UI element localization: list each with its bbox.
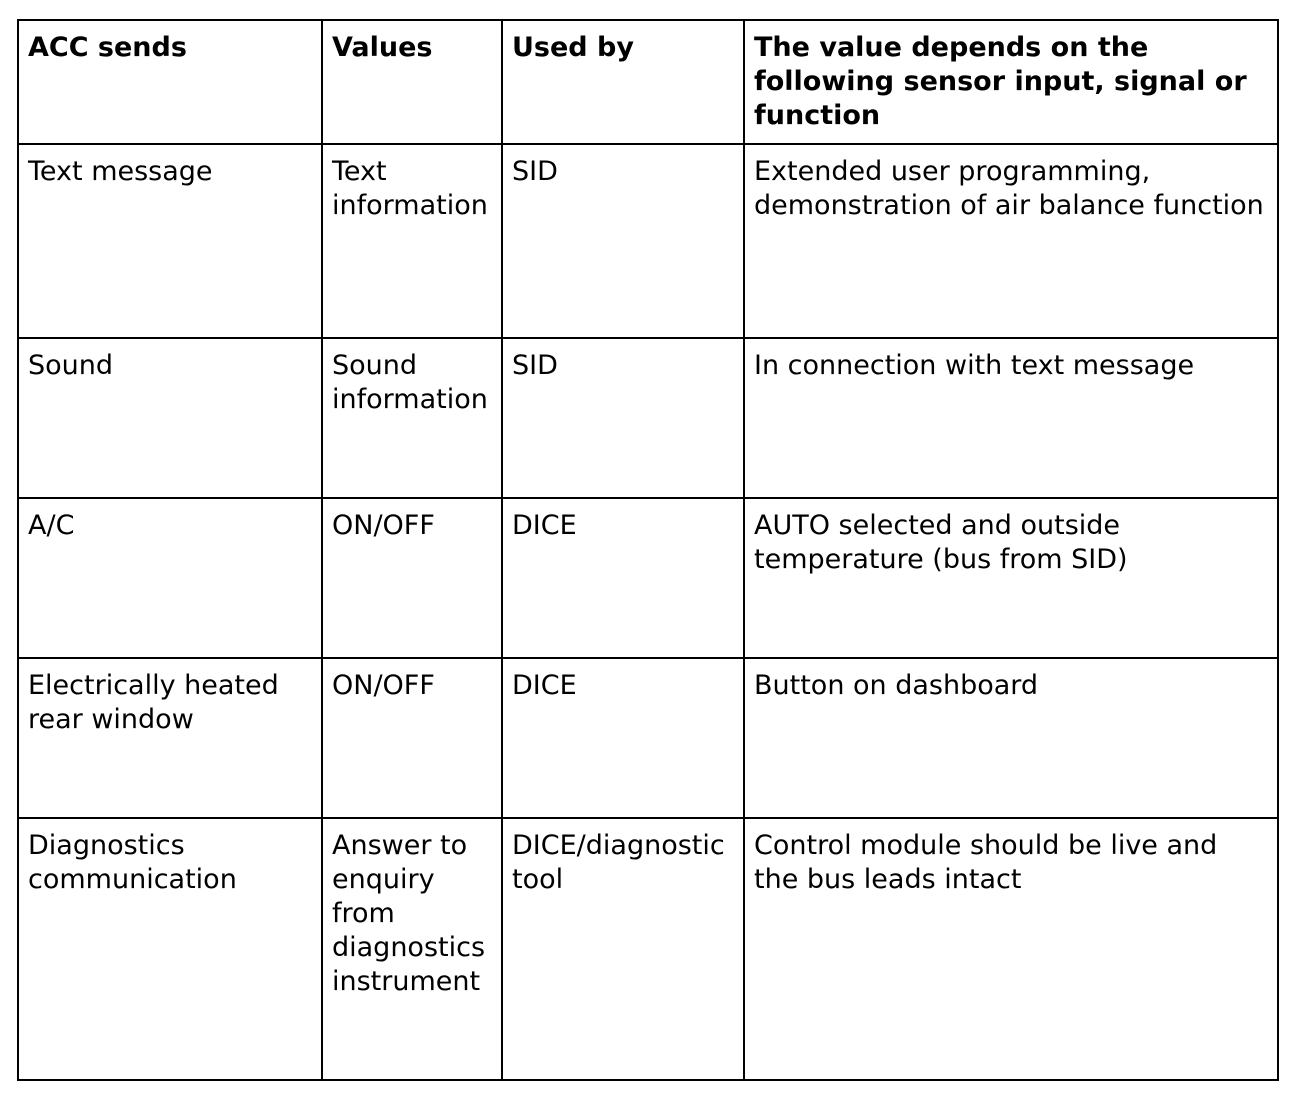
table-row [18,658,1278,818]
cell-values: Answer to enquiry from diagnostics instrument [322,818,502,1080]
cell-depends-on: Button on dashboard [744,658,1278,818]
cell-used-by: DICE/diagnostic tool [502,818,744,1080]
cell-values: Text information [322,144,502,338]
cell-acc-sends: Electrically heated rear window [18,658,322,818]
cell-depends-on: In connection with text message [744,338,1278,498]
cell-used-by: SID [502,144,744,338]
header-row [18,20,1278,144]
cell-values: ON/OFF [322,498,502,658]
cell-depends-on: Extended user programming, demonstration of air balance function [744,144,1278,338]
cell-acc-sends: Sound [18,338,322,498]
header-values: Values [322,20,502,144]
header-acc-sends: ACC sends [18,20,322,144]
cell-used-by: SID [502,338,744,498]
cell-acc-sends: Diagnostics communication [18,818,322,1080]
cell-acc-sends: A/C [18,498,322,658]
acc-signals-table [17,19,1279,1081]
table-row [18,818,1278,1080]
header-depends-on: The value depends on the following sensor input, signal or function [744,20,1278,144]
table-row [18,144,1278,338]
cell-acc-sends: Text message [18,144,322,338]
cell-values: ON/OFF [322,658,502,818]
cell-depends-on: AUTO selected and outside temperature (bus from SID) [744,498,1278,658]
cell-values: Sound information [322,338,502,498]
header-used-by: Used by [502,20,744,144]
cell-used-by: DICE [502,658,744,818]
cell-used-by: DICE [502,498,744,658]
cell-depends-on: Control module should be live and the bus leads intact [744,818,1278,1080]
table-row [18,338,1278,498]
table-row [18,498,1278,658]
